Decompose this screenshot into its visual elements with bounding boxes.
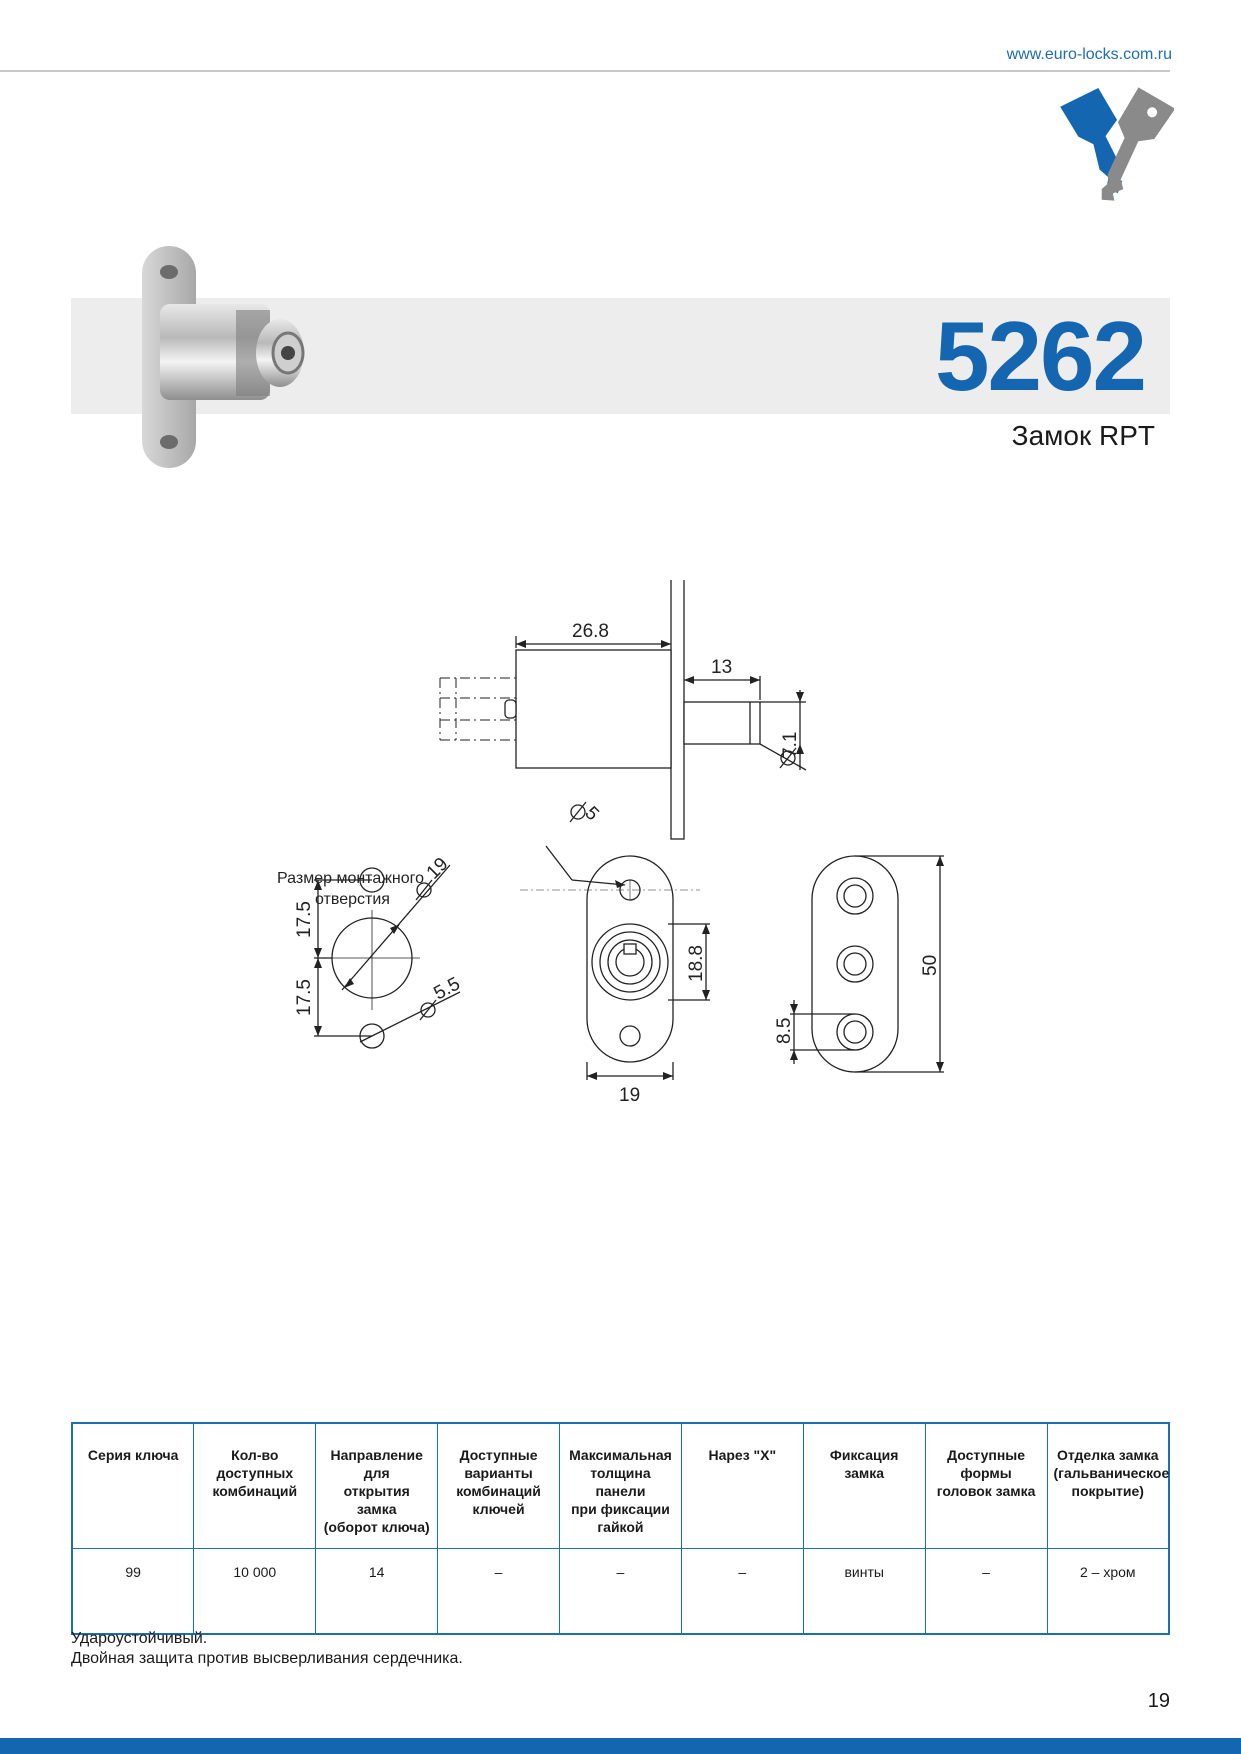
keys-logo-icon: [1058, 86, 1174, 208]
header-divider: [0, 70, 1170, 72]
mounting-hole-label-2: отверстия: [315, 891, 390, 908]
mounting-hole-label: Размер монтажного: [277, 870, 425, 887]
dim-8-5: 8.5: [774, 1017, 795, 1044]
specification-table: [71, 1422, 1170, 1635]
dim-17-5-bottom: 17.5: [294, 979, 315, 1016]
footer-bar: [0, 1738, 1241, 1754]
header-key-series: Серия ключа: [72, 1423, 194, 1549]
front-view: [520, 802, 710, 1080]
table-header-row: [72, 1423, 1169, 1549]
cell-thread: –: [681, 1549, 803, 1635]
dim-50: 50: [920, 954, 941, 976]
header-key-variants: Доступные варианты комбинаций ключей: [438, 1423, 560, 1549]
dim-13: 13: [711, 657, 733, 678]
header-fixing: Фиксация замка: [803, 1423, 925, 1549]
website-link[interactable]: www.euro-locks.com.ru: [1006, 46, 1172, 63]
product-number: 5262: [934, 301, 1145, 411]
dim-18-8: 18.8: [686, 945, 707, 982]
cell-head-shapes: –: [925, 1549, 1047, 1635]
note-drill-protection: Двойная защита против высверливания сердечника.: [71, 1650, 463, 1667]
cell-key-series: 99: [72, 1549, 194, 1635]
dim-17-5-top: 17.5: [294, 901, 315, 938]
dim-5-5: 5.5: [430, 973, 464, 1005]
dim-19-width: 19: [619, 1085, 641, 1106]
table-row: [72, 1549, 1169, 1635]
technical-drawing: [260, 580, 980, 1200]
lock-photo: [130, 238, 350, 470]
side-view: [440, 580, 806, 839]
dim-26-8: 26.8: [572, 621, 609, 642]
header-direction: Направление для открытия замка (оборот ключа): [316, 1423, 438, 1549]
header-finish: Отделка замка (гальваническое покрытие): [1047, 1423, 1169, 1549]
dim-5: 5: [580, 802, 603, 826]
header-head-shapes: Доступные формы головок замка: [925, 1423, 1047, 1549]
page-number: 19: [1147, 1690, 1170, 1712]
cell-fixing: винты: [803, 1549, 925, 1635]
cell-direction: 14: [316, 1549, 438, 1635]
cell-panel-thickness: –: [560, 1549, 682, 1635]
cell-finish: 2 – хром: [1047, 1549, 1169, 1635]
dim-7-1: 7.1: [780, 731, 801, 758]
cell-key-variants: –: [438, 1549, 560, 1635]
header-combinations: Кол-во доступных комбинаций: [194, 1423, 316, 1549]
cell-combinations: 10 000: [194, 1549, 316, 1635]
header-panel-thickness: Максимальная толщина панели при фиксации гайкой: [560, 1423, 682, 1549]
header-thread: Нарез "X": [681, 1423, 803, 1549]
product-notes: [71, 1629, 463, 1669]
dim-19-diam: 19: [422, 853, 453, 884]
product-name: Замок RPT: [1011, 420, 1155, 451]
note-impact-resistant: Удароустойчивый.: [71, 1630, 208, 1647]
